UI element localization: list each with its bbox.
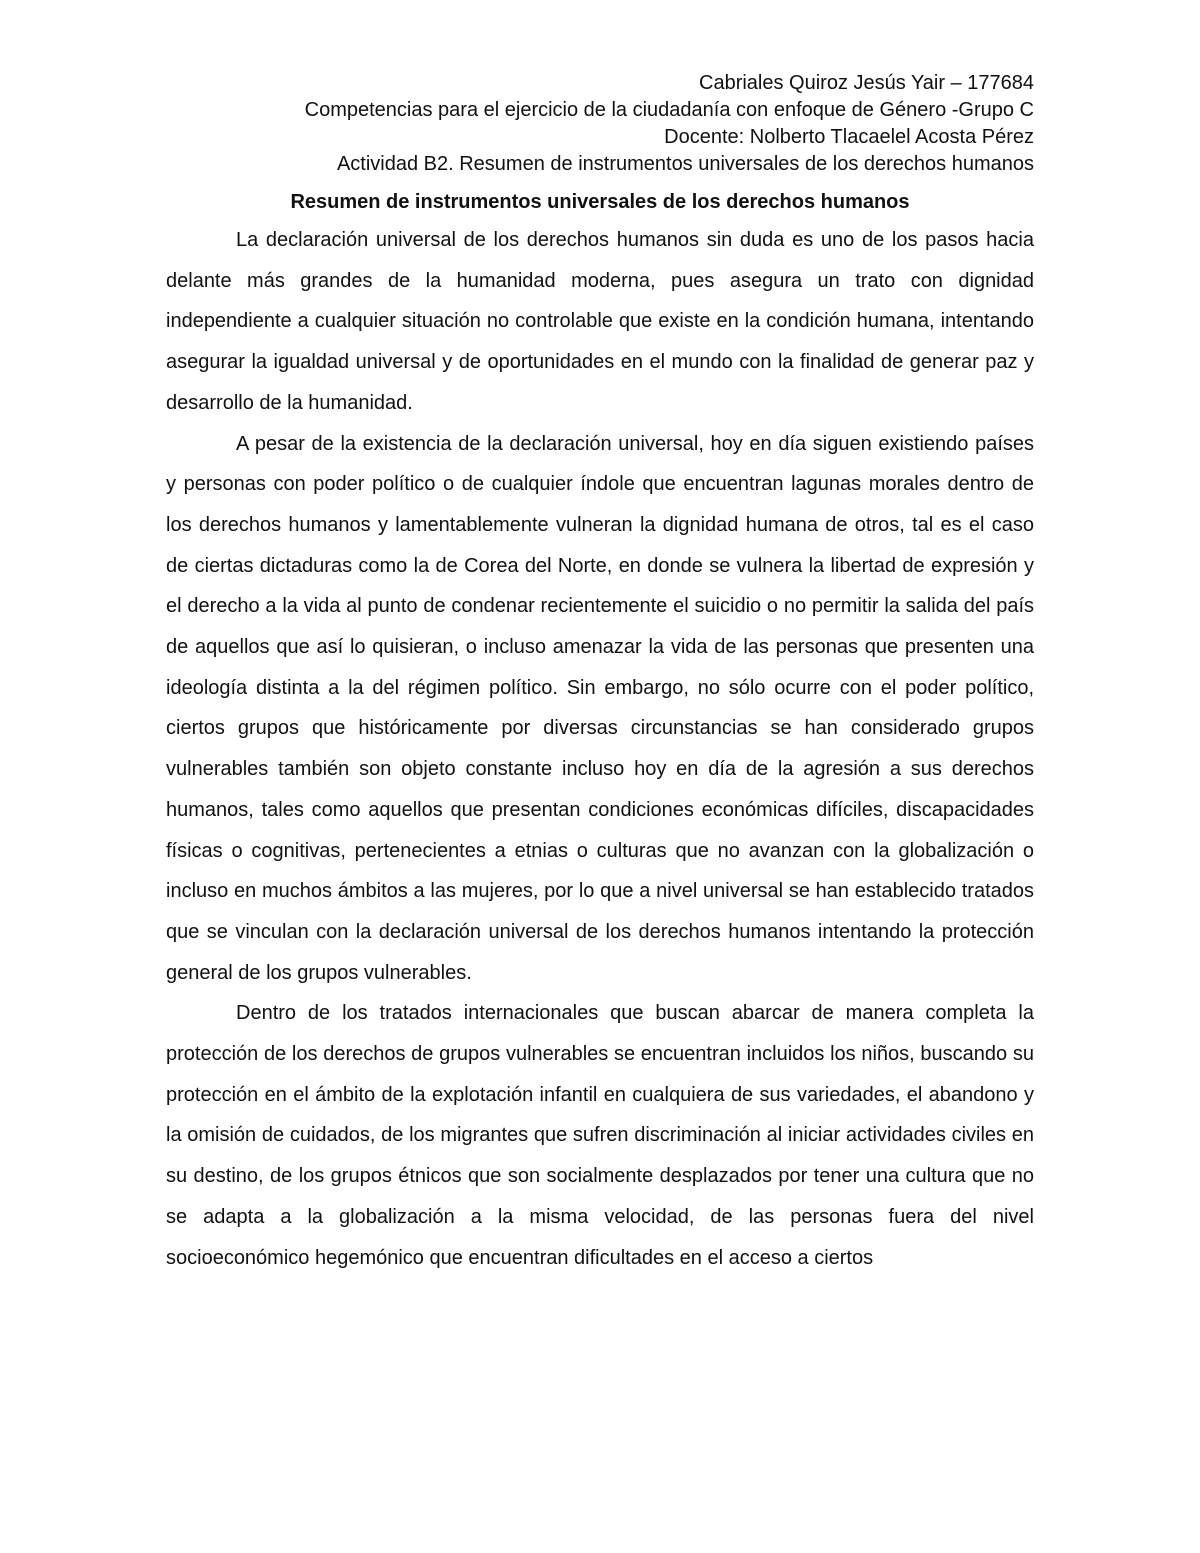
- document-header: [166, 70, 1034, 178]
- paragraph-3: Dentro de los tratados internacionales que buscan abarcar de manera completa la protección de los derechos de grupos vulnerables se encuentran incluidos los niños, buscando su protección en el ámbito de la explotación infantil en cualquiera de sus variedades, el abandono y la omisión de cuidados, de los migrantes que sufren discriminación al iniciar actividades civiles en su destino, de los grupos étnicos que son socialmente desplazados por tener una cultura que no se adapta a la globalización a la misma velocidad, de las personas fuera del nivel socioeconómico hegemónico que encuentran dificultades en el acceso a ciertos: [166, 1002, 1034, 1269]
- activity-line: Actividad B2. Resumen de instrumentos universales de los derechos humanos: [336, 153, 1034, 175]
- paragraph-1: La declaración universal de los derechos humanos sin duda es uno de los pasos hacia delante más grandes de la humanidad moderna, pues asegura un trato con dignidad independiente a cualquier situación no controlable que existe en la condición humana, intentando asegurar la igualdad universal y de oportunidades en el mundo con la finalidad de generar paz y desarrollo de la humanidad.: [166, 229, 1034, 414]
- author-line: Cabriales Quiroz Jesús Yair – 177684: [699, 72, 1034, 94]
- paragraph-2: A pesar de la existencia de la declaración universal, hoy en día siguen existiendo países y personas con poder político o de cualquier índole que encuentran lagunas morales dentro de los derechos humanos y lamentablemente vulneran la dignidad humana de otros, tal es el caso de ciertas dictaduras como la de Corea del Norte, en donde se vulnera la libertad de expresión y el derecho a la vida al punto de condenar recientemente el suicidio o no permitir la salida del país de aquellos que así lo quisieran, o incluso amenazar la vida de las personas que presenten una ideología distinta a la del régimen político. Sin embargo, no sólo ocurre con el poder político, ciertos grupos que históricamente por diversas circunstancias se han considerado grupos vulnerables también son objeto constante incluso hoy en día de la agresión a sus derechos humanos, tales como aquellos que presentan condiciones económicas difíciles, discapacidades físicas o cognitivas, pertenecientes a etnias o culturas que no avanzan con la globalización o incluso en muchos ámbitos a las mujeres, por lo que a nivel universal se han establecido tratados que se vinculan con la declaración universal de los derechos humanos intentando la protección general de los grupos vulnerables.: [166, 432, 1034, 984]
- document-page: [166, 70, 1034, 1278]
- teacher-line: Docente: Nolberto Tlacaelel Acosta Pérez: [664, 126, 1034, 148]
- document-title: Resumen de instrumentos universales de los derechos humanos: [290, 191, 910, 213]
- course-line: Competencias para el ejercicio de la ciudadanía con enfoque de Género -Grupo C: [304, 99, 1034, 121]
